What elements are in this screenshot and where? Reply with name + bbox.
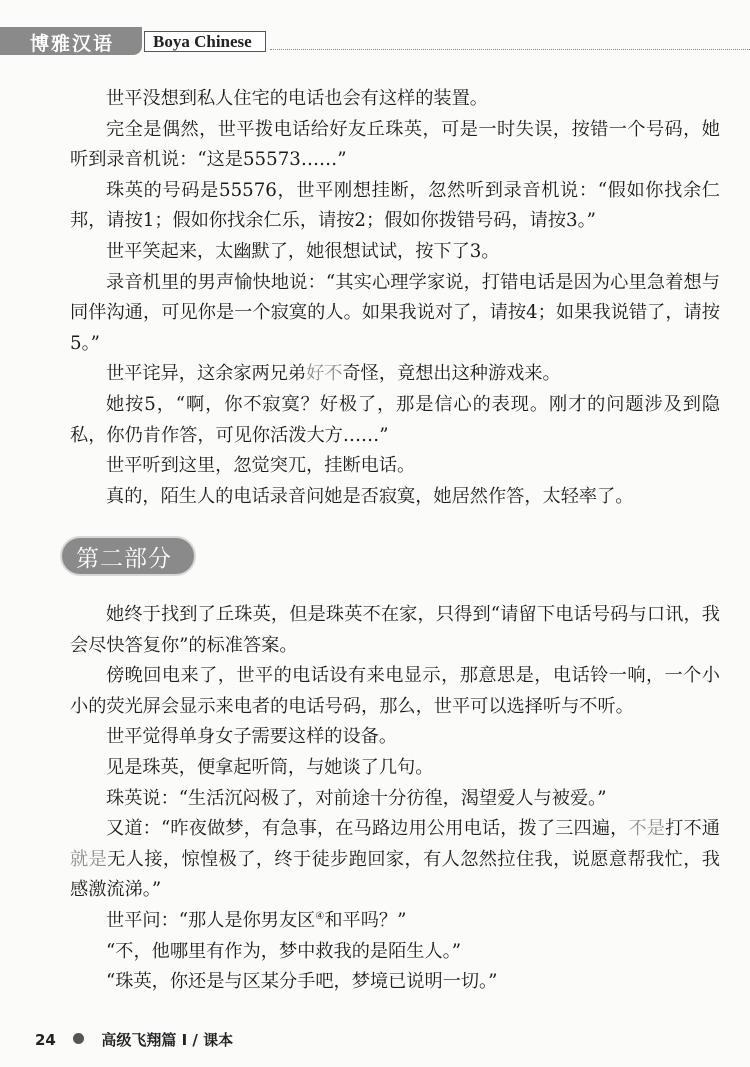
- paragraph: [70, 722, 720, 753]
- footnote-marker: ④: [315, 910, 325, 922]
- series-title-cn: 博雅汉语: [30, 33, 115, 55]
- page-footer: [35, 1029, 233, 1050]
- text-run: 完全是偶然，世平拨电话给好友丘珠英，可是一时失误，按错一个号码，她听到录音机说：“这是55573……”: [70, 118, 720, 171]
- paragraph: [70, 268, 720, 360]
- paragraph: [70, 967, 720, 998]
- text-run: 真的，陌生人的电话录音问她是否寂寞，她居然作答，太轻率了。: [106, 485, 634, 507]
- page-number: 24: [35, 1031, 56, 1049]
- text-run: 她终于找到了丘珠英，但是珠英不在家，只得到“请留下电话号码与口讯，我会尽快答复你”的标准答案。: [70, 604, 720, 656]
- text-run: 又道：“昨夜做梦，有急事，在马路边用公用电话，拨了三四遍，: [106, 818, 629, 840]
- text-run: 奇怪，竟想出这种游戏来。: [342, 363, 561, 385]
- text-run: 见是珠英，便拿起听筒，与她谈了几句。: [106, 756, 434, 778]
- paragraph: [70, 359, 720, 390]
- paragraph: [70, 115, 720, 176]
- text-run: 打不通: [665, 818, 720, 840]
- text-run: 傍晚回电来了，世平的电话设有来电显示，那意思是，电话铃一响，一个小小的荧光屏会显示来电者的电话号码，那么，世平可以选择听与不听。: [70, 665, 720, 717]
- text-run: 世平没想到私人住宅的电话也会有这样的装置。: [106, 88, 488, 109]
- paragraph: [70, 937, 720, 968]
- text-run: “不，他哪里有作为，梦中救我的是陌生人。”: [106, 940, 462, 962]
- text-run: “珠英，你还是与区某分手吧，梦境已说明一切。”: [106, 971, 498, 993]
- bullet-icon: [73, 1033, 84, 1044]
- paragraph: [70, 84, 720, 115]
- paragraph: [70, 784, 720, 815]
- series-title-box: [144, 31, 266, 52]
- text-run: 和平吗？”: [324, 909, 407, 931]
- part2-text: [70, 600, 720, 998]
- series-tab: [0, 27, 142, 55]
- paragraph: [70, 482, 720, 513]
- text-run: 世平觉得单身女子需要这样的设备。: [106, 726, 398, 748]
- text-run: 无人接，惊惶极了，终于徒步跑回家，有人忽然拉住我，说愿意帮我忙，我感激流涕。”: [70, 848, 720, 901]
- book-title: 高级飞翔篇 I / 课本: [101, 1031, 234, 1049]
- paragraph: [70, 176, 720, 237]
- part1-text: [70, 84, 720, 512]
- paragraph: [70, 661, 720, 722]
- section-heading-part2: [62, 538, 194, 574]
- section-heading-label: 第二部分: [76, 546, 172, 572]
- highlighted-phrase: 好不: [306, 363, 343, 385]
- header-dotted-rule: [270, 49, 750, 50]
- text-run: 世平诧异，这余家两兄弟: [106, 363, 307, 385]
- paragraph: [70, 753, 720, 784]
- text-run: 世平笑起来，太幽默了，她很想试试，按下了3。: [106, 240, 500, 262]
- highlighted-phrase: 就是: [70, 848, 108, 870]
- paragraph: [70, 814, 720, 906]
- text-run: 她按5，“啊，你不寂寞？好极了，那是信心的表现。刚才的问题涉及到隐私，你仍肯作答，可见你活泼大方……”: [70, 393, 720, 446]
- paragraph: [70, 390, 720, 451]
- text-run: 世平听到这里，忽觉突兀，挂断电话。: [106, 455, 416, 477]
- series-title-en: Boya Chinese: [153, 32, 252, 51]
- highlighted-phrase: 不是: [628, 818, 666, 840]
- paragraph: [70, 237, 720, 268]
- paragraph: [70, 451, 720, 482]
- paragraph: [70, 906, 720, 937]
- text-run: 世平问：“那人是你男友区: [106, 909, 316, 931]
- text-run: 录音机里的男声愉快地说：“其实心理学家说，打错电话是因为心里急着想与同伴沟通，可见你是一个寂寞的人。如果我说对了，请按4；如果我说错了，请按5。”: [70, 271, 720, 354]
- text-run: 珠英的号码是55576，世平刚想挂断，忽然听到录音机说：“假如你找余仁邦，请按1；假如你找余仁乐，请按2；假如你拨错号码，请按3。”: [70, 179, 720, 232]
- paragraph: [70, 600, 720, 661]
- text-run: 珠英说：“生活沉闷极了，对前途十分彷徨，渴望爱人与被爱。”: [106, 787, 607, 809]
